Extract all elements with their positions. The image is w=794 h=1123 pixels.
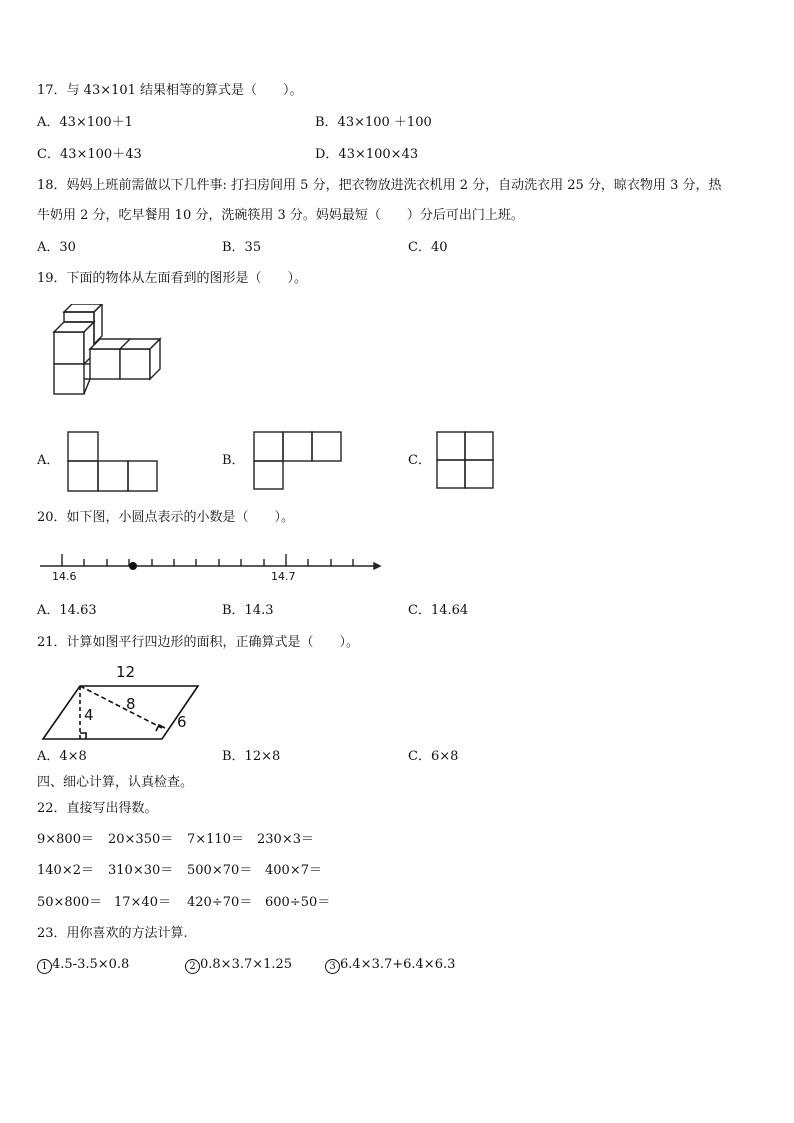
circled-number-2: 2 xyxy=(185,959,200,974)
q20-tick-label-14-7: 14.7 xyxy=(271,570,296,583)
q18-stem-line1: 18．妈妈上班前需做以下几件事: 打扫房间用 5 分，把衣物放进洗衣机用 2 分，自动洗衣用 25 分，晾衣物用 3 分，热 xyxy=(37,178,722,193)
q22-item: 500×70＝ xyxy=(187,863,253,878)
q21-label-side: 6 xyxy=(177,713,187,731)
q21-option-b: B．12×8 xyxy=(222,749,281,764)
q20-option-c: C．14.64 xyxy=(408,603,469,618)
q19-option-b-figure xyxy=(253,431,343,491)
q21-label-top: 12 xyxy=(116,663,136,681)
q21-option-a: A．4×8 xyxy=(37,749,87,764)
q22-stem: 22．直接写出得数。 xyxy=(37,801,158,816)
q18-stem-line2: 牛奶用 2 分，吃早餐用 10 分，洗碗筷用 3 分。妈妈最短（ ）分后可出门上班。 xyxy=(37,208,524,223)
q20-stem: 20．如下图，小圆点表示的小数是（ ）。 xyxy=(37,510,295,525)
q21-option-c: C．6×8 xyxy=(408,749,459,764)
q19-option-c-label: C． xyxy=(408,453,431,468)
q17-option-d: D．43×100×43 xyxy=(315,147,419,162)
q20-option-a: A．14.63 xyxy=(37,603,97,618)
q23-expr-3: 6.4×3.7+6.4×6.3 xyxy=(340,957,456,972)
q23-item-1 xyxy=(37,957,129,974)
q23-item-3 xyxy=(325,957,455,974)
q23-expr-2: 0.8×3.7×1.25 xyxy=(200,957,293,972)
q22-item: 17×40＝ xyxy=(114,895,171,910)
q23-expr-1: 4.5-3.5×0.8 xyxy=(52,957,130,972)
q20-option-b: B．14.3 xyxy=(222,603,274,618)
q19-option-a-label: A． xyxy=(37,453,60,468)
q22-item: 50×800＝ xyxy=(37,895,103,910)
q19-stem: 19．下面的物体从左面看到的图形是（ ）。 xyxy=(37,271,308,286)
q20-point-marker xyxy=(129,562,137,570)
q17-option-b: B．43×100 ＋100 xyxy=(315,115,432,130)
q18-option-a: A．30 xyxy=(37,240,76,255)
circled-number-3: 3 xyxy=(325,959,340,974)
q22-item: 400×7＝ xyxy=(265,863,322,878)
q22-item: 420÷70＝ xyxy=(187,895,253,910)
q17-option-a: A．43×100＋1 xyxy=(37,115,133,130)
q17-stem: 17．与 43×101 结果相等的算式是（ ）。 xyxy=(37,83,303,98)
q22-item: 230×3＝ xyxy=(257,832,314,847)
q22-item: 310×30＝ xyxy=(108,863,174,878)
circled-number-1: 1 xyxy=(37,959,52,974)
q18-option-b: B．35 xyxy=(222,240,262,255)
q22-item: 600÷50＝ xyxy=(265,895,331,910)
q19-cube-figure xyxy=(50,304,165,396)
q21-label-diagonal: 8 xyxy=(126,695,136,713)
q22-item: 20×350＝ xyxy=(108,832,174,847)
q19-option-c-figure xyxy=(436,431,496,491)
section4-title: 四、细心计算，认真检查。 xyxy=(37,775,194,790)
q22-item: 140×2＝ xyxy=(37,863,94,878)
q18-option-c: C．40 xyxy=(408,240,448,255)
q22-item: 7×110＝ xyxy=(187,832,244,847)
q20-number-line xyxy=(38,546,383,582)
q23-item-2 xyxy=(185,957,292,974)
q19-option-a-figure xyxy=(67,431,159,493)
q21-label-height: 4 xyxy=(84,706,94,724)
q17-option-c: C．43×100＋43 xyxy=(37,147,142,162)
q19-option-b-label: B． xyxy=(222,453,245,468)
q21-stem: 21．计算如图平行四边形的面积，正确算式是（ ）。 xyxy=(37,635,360,650)
q20-tick-label-14-6: 14.6 xyxy=(52,570,77,583)
q23-stem: 23．用你喜欢的方法计算. xyxy=(37,926,188,941)
q22-item: 9×800＝ xyxy=(37,832,94,847)
